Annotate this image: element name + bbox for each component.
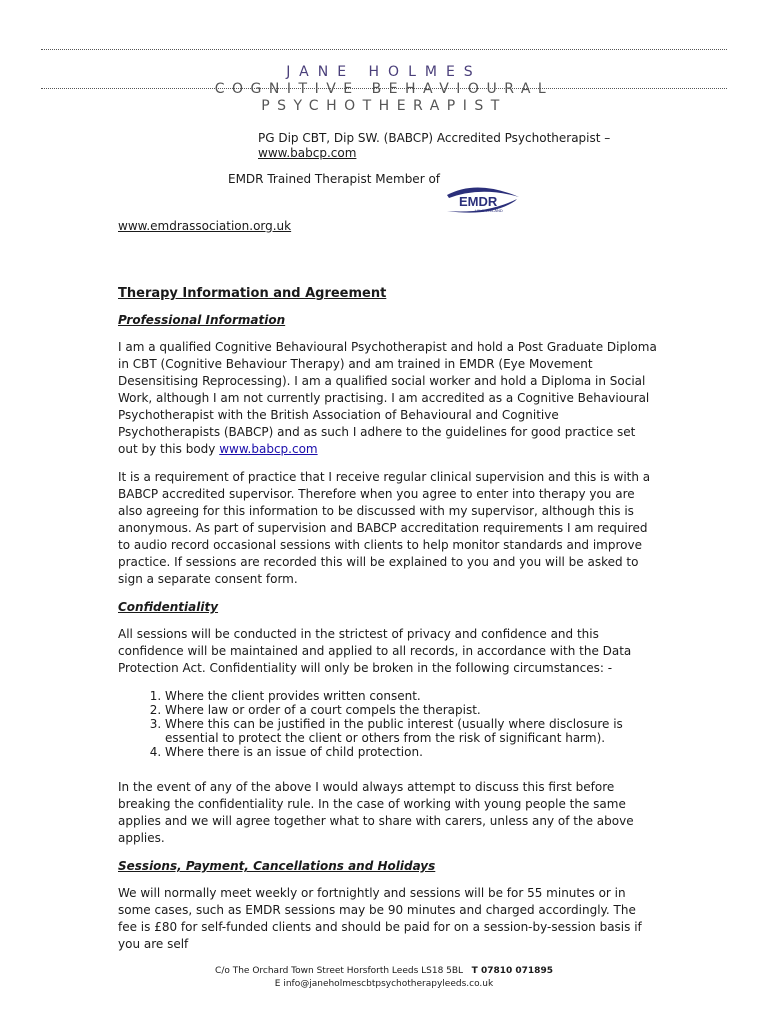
section-heading-confidentiality: Confidentiality	[118, 600, 219, 614]
sessions-paragraph-1: We will normally meet weekly or fortnightly and sessions will be for 55 minutes or in some cases, such as EMDR sessions may be 90 minutes and charged accordingly. The fee is £80 for self-funded clients and should be paid for on a session-by-session basis if you are self	[118, 886, 642, 951]
section-heading-professional: Professional Information	[118, 313, 286, 327]
credentials-block	[258, 131, 610, 161]
footer-address: C/o The Orchard Town Street Horsforth Leeds LS18 5BL	[215, 966, 464, 976]
footer-address-line	[0, 965, 768, 978]
document-title: Therapy Information and Agreement	[118, 286, 387, 301]
emdr-logo-text: EMDR	[459, 194, 498, 209]
credentials-text: PG Dip CBT, Dip SW. (BABCP) Accredited Psychotherapist –	[258, 131, 611, 145]
emdr-logo-icon	[441, 181, 521, 219]
footer-email: E info@janeholmescbtpsychotherapyleeds.co.uk	[274, 979, 494, 989]
list-item: 3. Where this can be justified in the public interest (usually where disclosure is essential to protect the client or others from the risk of significant harm).	[165, 717, 658, 745]
professional-paragraph-1	[118, 339, 658, 458]
confidentiality-paragraph-2: In the event of any of the above I would always attempt to discuss this first before breaking the confidentiality rule. In the case of working with young people the same applies and we will agree together what to share with carers, unless any of the above applies.	[118, 780, 634, 845]
confidentiality-list	[118, 689, 658, 759]
emdr-association-url	[118, 219, 291, 233]
list-item: 4. Where there is an issue of child protection.	[165, 745, 658, 759]
emdr-member-text: EMDR Trained Therapist Member of	[228, 172, 441, 186]
document-body	[118, 285, 658, 964]
babcp-header-link[interactable]: www.babcp.com	[258, 146, 357, 160]
emdr-logo-subtext: UK & IRELAND	[475, 208, 503, 213]
list-item: 2. Where law or order of a court compels the therapist.	[165, 703, 658, 717]
confidentiality-paragraph-1: All sessions will be conducted in the strictest of privacy and confidence and this confidence will be maintained and applied to all records, in accordance with the Data Protection Act. Confidentiality will only be broken in the following circumstances: -	[118, 627, 632, 675]
header-top-dotted-rule	[41, 49, 727, 50]
title-line-2: PSYCHOTHERAPIST	[261, 98, 507, 114]
emdr-association-link[interactable]: www.emdrassociation.org.uk	[118, 219, 292, 233]
footer-phone: T 07810 071895	[471, 966, 553, 976]
professional-paragraph-2: It is a requirement of practice that I receive regular clinical supervision and this is with a BABCP accredited supervisor. Therefore when you agree to enter into therapy you are also agreeing for this information to be discussed with my supervisor, although this is anonymous. As part of supervision and BABCP accreditation requirements I am required to audio record occasional sessions with clients to help monitor standards and improve practice. If sessions are recorded this will be explained to you and you will be asked to sign a separate consent form.	[118, 470, 651, 586]
emdr-logo	[441, 181, 521, 219]
professional-paragraph-1-text: I am a qualified Cognitive Behavioural Psychotherapist and hold a Post Graduate Diploma in CBT (Cognitive Behaviour Therapy) and am trained in EMDR (Eye Movement Desensitising Reprocessing). I am a qualified social worker and hold a Diploma in Social Work, although I am not currently practising. I am accredited as a Cognitive Behavioural Psychotherapist with the British Association of Behavioural and Cognitive Psychotherapists (BABCP) and as such I adhere to the guidelines for good practice set out by this body	[118, 340, 657, 456]
title-line-1: COGNITIVE BEHAVIOURAL	[214, 81, 554, 97]
footer	[0, 965, 768, 991]
babcp-body-link[interactable]: www.babcp.com	[219, 442, 318, 456]
list-item: 1. Where the client provides written consent.	[165, 689, 658, 703]
therapist-name: JANE HOLMES	[286, 64, 482, 80]
section-heading-sessions: Sessions, Payment, Cancellations and Holidays	[118, 859, 436, 873]
